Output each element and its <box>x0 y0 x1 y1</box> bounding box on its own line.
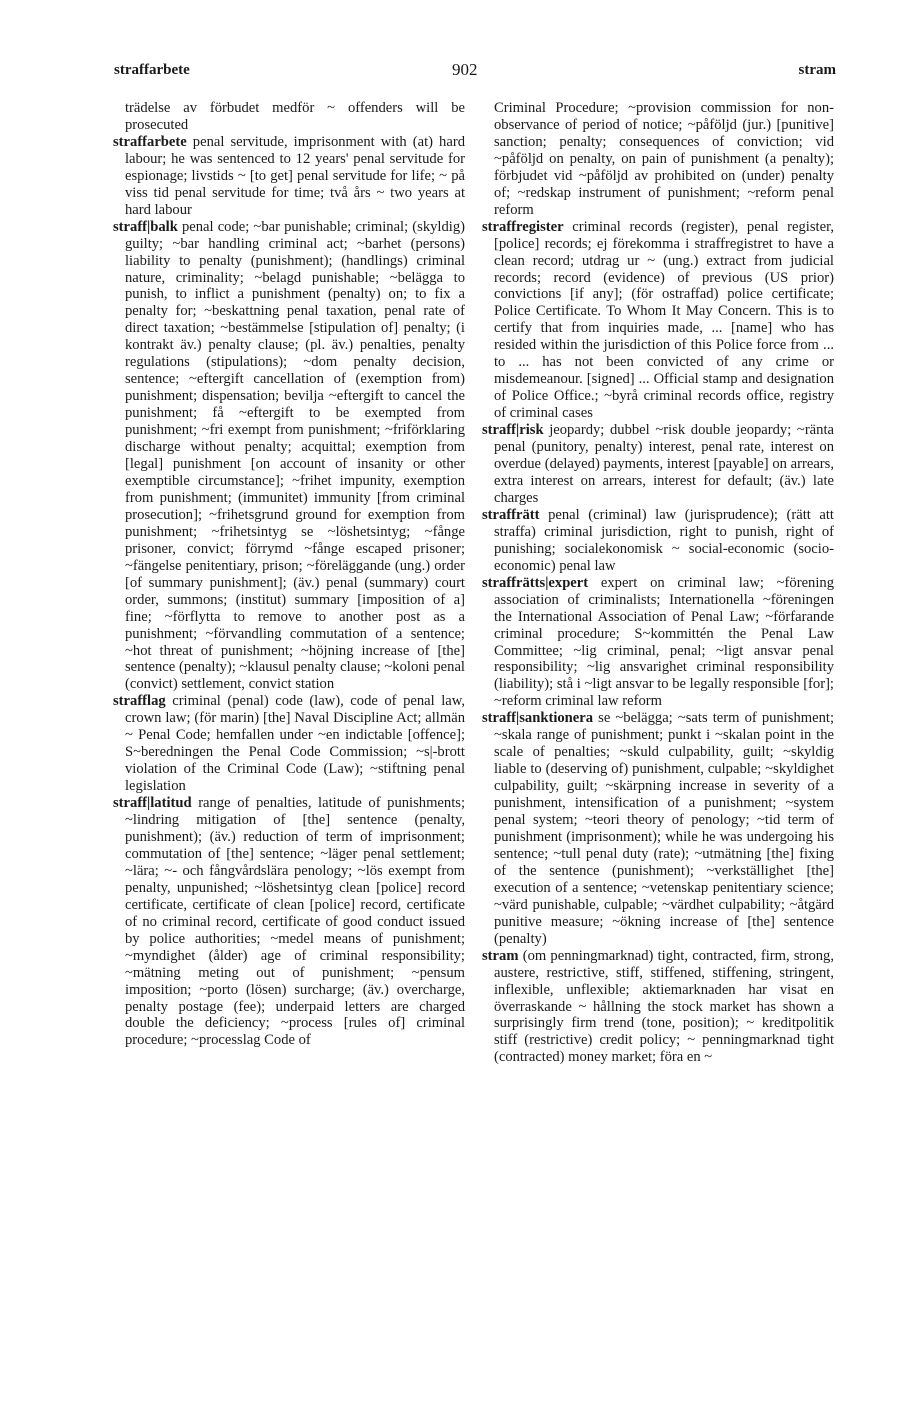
dictionary-entry <box>482 710 834 947</box>
entry-headword: stram <box>482 947 519 964</box>
entry-continuation: trädelse av förbudet medför ~ offenders will be prosecuted <box>125 100 465 133</box>
left-column <box>113 100 465 1350</box>
dictionary-entry <box>482 507 834 575</box>
page-header <box>114 62 836 86</box>
entry-body: penal (criminal) law (jurisprudence); (rätt att straffa) criminal jurisdiction, right to punish, right of punishing; socialekonomisk ~ social-economic (socio-economic) penal law <box>494 506 834 574</box>
dictionary-entry <box>482 948 834 1067</box>
dictionary-entry <box>113 795 465 1049</box>
entry-headword: straff|balk <box>113 218 178 235</box>
entry-headword: straffrätts|expert <box>482 574 589 591</box>
entry-body: range of penalties, latitude of punishments; ~lindring mitigation of [the] sentence (penalty, punishment); (äv.) reduction of term of imprisonment; commutation of [the] sentence; ~läger penal settlement; ~lära; ~- och fångvårdslära penology; ~lös exempt from penalty, unpunished; ~löshetsintyg clean [police] record certificate, certificate of clean [police] record, certificate of no criminal record, certificate of good conduct issued by police authorities; ~medel means of punishment; ~myndighet (ålder) age of criminal responsibility; ~mätning meting out of punishment; ~pensum imposition; ~porto (lösen) surcharge; (äv.) overcharge, penalty postage (fee); underpaid letters are charged double the deficiency; ~process [rules of] criminal procedure; ~processlag Code of <box>125 795 465 1049</box>
entry-body: criminal records (register), penal register, [police] records; ej förekomma i straffregistret to have a clean record; utdrag ur ~ (ung.) extract from judicial records; record (evidence) of previous (US prior) convictions [if any]; (för ostraffad) police certificate; Police Certificate. To Whom It May Concern. This is to certify that from inquiries made, ... [name] who has resided within the jurisdiction of this Police force from ... to ... has not been convicted of any crime or misdemeanour. [signed] ... Official stamp and designation of Police Office.; ~byrå criminal records office, registry of criminal cases <box>494 218 834 422</box>
page-number: 902 <box>452 60 478 79</box>
entry-body: (om penningmarknad) tight, contracted, firm, strong, austere, restrictive, stiff, stiffened, stiffening, stringent, inflexible, unflexible; aktiemarknaden har visat en överraskande ~ hållning the stock market has shown a surprisingly firm trend (tone, position); ~ kreditpolitik stiff (restrictive) credit policy; ~ penningmarknad tight (contracted) money market; föra en ~ <box>494 947 834 1066</box>
entry-body: penal code; ~bar punishable; criminal; (skyldig) guilty; ~bar handling criminal act; ~barhet (persons) liability to penalty (punishment); (handlings) criminal nature, criminality; ~belagd punishable; ~belägga to punish, to inflict a punishment (penalty) on; to fix a penalty for; ~beskattning penal taxation, penal rate of direct taxation; ~bestämmelse [stipulation of] penalty; (i kontrakt äv.) penalty clause; (pl. äv.) penalties, penalty regulations (stipulations); ~dom penalty decision, sentence; ~eftergift cancellation of (exemption from) punishment; dispensation; bevilja ~eftergift to cancel the punishment; få ~eftergift to be exempted from punishment; ~fri exempt from punishment; ~friförklaring discharge without penalty; acquittal; exemption from [legal] punishment [on account of insanity or other exemptible circumstance]; ~frihet impunity, exemption from punishment; (immunitet) immunity [from criminal prosecution]; ~frihetsgrund ground for exemption from punishment; ~frihetsintyg se ~löshetsintyg; ~fånge prisoner, convict; förrymd ~fånge escaped prisoner; ~fängelse penitentiary, prison; ~föreläggande (ung.) order [of summary punishment]; (äv.) penal (summary) court order, summons; (institut) summary [imposition of a] fine; ~förflytta to remove to another post as a punishment; ~förvandling commutation of a sentence; ~hot threat of punishment; ~höjning increase of [the] sentence (penalty); ~klausul penalty clause; ~koloni penal (convict) settlement, convict station <box>125 218 465 693</box>
entry-body: penal servitude, imprisonment with (at) hard labour; he was sentenced to 12 years' penal servitude for espionage; livstids ~ [to get] penal servitude for life; ~ på viss tid penal servitude for time; två års ~ two years at hard labour <box>125 133 465 218</box>
dictionary-entry <box>113 219 465 694</box>
entry-headword: straff|latitud <box>113 795 192 812</box>
running-head-left: straffarbete <box>114 62 190 78</box>
dictionary-entry <box>482 575 834 711</box>
dictionary-entry <box>113 693 465 795</box>
running-head-right: stram <box>798 62 836 78</box>
dictionary-entry <box>482 422 834 507</box>
entry-body: jeopardy; dubbel ~risk double jeopardy; ~ränta penal (punitory, penalty) interest, penal rate, interest on overdue (delayed) payments, interest [payable] on arrears, extra interest on arrears, interest for default; (äv.) late charges <box>494 422 834 506</box>
entry-headword: straff|risk <box>482 422 544 439</box>
dictionary-entry <box>482 219 834 422</box>
entry-headword: straffregister <box>482 218 564 235</box>
entry-continuation: Criminal Procedure; ~provision commission for non-observance of period of notice; ~påföljd (jur.) [punitive] sanction; penalty; consequences of conviction; vid ~påföljd on penalty, on pain of punishment (a penalty); förbjudet vid ~påföljd av prohibited on (under) penalty of; ~redskap instrument of punishment; ~reform penal reform <box>494 100 834 218</box>
entry-headword: strafflag <box>113 693 166 710</box>
dictionary-entry <box>113 134 465 219</box>
entry-body: se ~belägga; ~sats term of punishment; ~skala range of punishment; punkt i ~skalan point in the scale of penalties; ~skuld culpability, guilt; ~skyldig liable to (deserving of) punishment, culpable; ~skyldighet culpability, guilt; ~skärpning increase in severity of a punishment, intensification of a punishment; ~system penal system; ~teori theory of penology; ~tid term of punishment (imprisonment); while he was undergoing his sentence; ~tull penal duty (rate); ~utmätning [the] fixing of the sentence (punishment); ~verkställighet [the] execution of a sentence; ~vetenskap penitentiary science; ~värd punishable, culpable; ~värdhet culpability; ~åtgärd punitive measure; ~ökning increase of [the] sentence (penalty) <box>494 710 834 947</box>
entry-headword: straffarbete <box>113 133 187 150</box>
entry-body: expert on criminal law; ~förening association of criminalists; Internationella ~föreningen the International Association of Penal Law; ~förfarande criminal procedure; S~kommittén the Penal Law Committee; ~lig criminal, penal; ~ligt ansvar penal responsibility; ~lig ansvarighet criminal responsibility (liability); stå i ~ligt ansvar to be legally responsible [for]; ~reform criminal law reform <box>494 574 834 710</box>
entry-body: criminal (penal) code (law), code of penal law, crown law; (för marin) [the] Naval Discipline Act; allmän ~ Penal Code; hemfallen under ~en indictable [offence]; S~beredningen the Penal Code Commission; ~s|-brott violation of the Criminal Code (Law); ~stiftning penal legislation <box>125 693 465 795</box>
entry-headword: straffrätt <box>482 506 540 523</box>
right-column <box>482 100 834 1350</box>
entry-headword: straff|sanktionera <box>482 710 594 727</box>
